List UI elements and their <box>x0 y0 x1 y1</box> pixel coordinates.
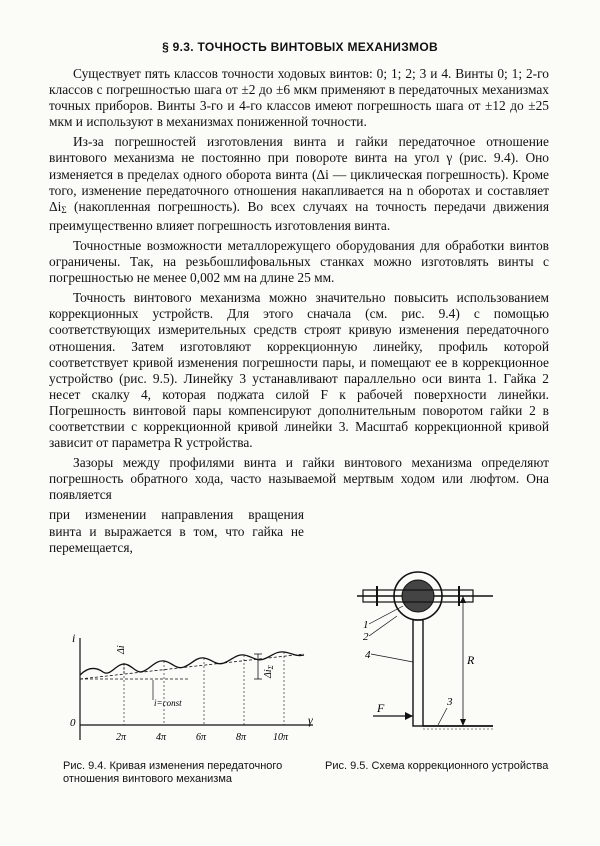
tick-4pi: 4π <box>156 732 167 743</box>
const-label: i=const <box>154 698 182 708</box>
paragraph-errors-a: Из-за погрешностей изготовления винта и гайки передаточное отношение винтового механизма не постоянно при повороте винта на угол γ (рис. 9.4). Оно изменяется в пределах одного оборота винта (Δi — циклическая погрешность). Кроме того, изменение передаточного отношения накапливается на n оборотах и составляет Δi <box>49 134 549 214</box>
paragraph-errors-b: (накопленная погрешность). Во всех случаях на точность передачи движения преимущественно влияет погрешность изготовления винта. <box>49 198 549 233</box>
radius-label: R <box>467 653 475 667</box>
paragraph-correction: Точность винтового механизма можно значительно повысить использованием коррекционных устройств. Для этого сначала (см. рис. 9.4) с помощью соответствующих измерительных средств строят кривую изменения передаточного отношения. Затем изготовляют коррекционную линейку, профиль которой соответствует кривой изменения погрешности пары, и помещают ее в коррекционное устройство (рис. 9.5). Линейку 3 устанавливают параллельно оси винта 1. Гайка 2 несет скалку 4, которая поджата силой F к рабочей поверхности линейки. Погрешность винтовой пары компенсируют дополнительным поворотом гайки 2 в соответствии с коррекционной кривой линейки 3. Масштаб коррекционной кривой зависит от параметра R устройства. <box>49 290 549 451</box>
delta-i-sum-text: Δi <box>263 669 274 678</box>
tick-10pi: 10π <box>273 732 289 743</box>
paragraph-errors <box>49 134 549 234</box>
tick-guides <box>124 652 284 725</box>
body-text <box>49 66 549 560</box>
figure-9-5-caption: Рис. 9.5. Схема коррекционного устройства <box>325 760 549 772</box>
tick-2pi: 2π <box>116 732 127 743</box>
label-4: 4 <box>365 649 371 661</box>
delta-i-sum-label <box>263 664 275 679</box>
paragraph-backlash-cont: при изменении направления вращения винта и выражается в том, что гайка не перемещается, <box>49 507 304 555</box>
force-label: F <box>377 701 385 715</box>
paragraph-machining: Точностные возможности металлорежущего оборудования для обработки винтов ограничены. Так, на резьбошлифовальных станках можно изготовлять винты с погрешностью не менее 0,002 мм на длине 25 мм. <box>49 237 549 286</box>
figure-9-4-graph <box>58 630 320 750</box>
sigma-subscript: Σ <box>61 204 67 215</box>
origin-label: 0 <box>70 717 76 729</box>
label-3: 3 <box>447 696 453 708</box>
paragraph-backlash: Зазоры между профилями винта и гайки винтового механизма определяют погрешность обратного хода, часто называемой мертвым ходом или люфтом. Она появляется <box>49 455 549 503</box>
label-2: 2 <box>363 631 369 643</box>
delta-i-label: Δi <box>116 645 127 654</box>
figure-9-5-diagram <box>343 566 513 746</box>
section-heading: § 9.3. ТОЧНОСТЬ ВИНТОВЫХ МЕХАНИЗМОВ <box>162 40 438 54</box>
label-1: 1 <box>363 619 369 631</box>
x-axis-label: γ <box>308 713 313 727</box>
tick-8pi: 8π <box>236 732 247 743</box>
rod-4 <box>413 620 423 726</box>
y-axis-label: i <box>72 631 76 645</box>
delta-i-sum-sub: Σ <box>267 665 275 670</box>
screw-section <box>402 580 434 612</box>
paragraph-classes: Существует пять классов точности ходовых винтов: 0; 1; 2; 3 и 4. Винты 0; 1; 2-го классов с погрешностью шага от ±2 до ±6 мкм применяют в передаточных механизмах точных приборов. Винты 3-го и 4-го классов имеют погрешность шага от ±12 до ±25 мкм и используют в механизмах пониженной точности. <box>49 66 549 130</box>
tick-6pi: 6π <box>196 732 207 743</box>
figure-9-4-caption: Рис. 9.4. Кривая изменения передаточного отношения винтового механизма <box>63 760 283 785</box>
